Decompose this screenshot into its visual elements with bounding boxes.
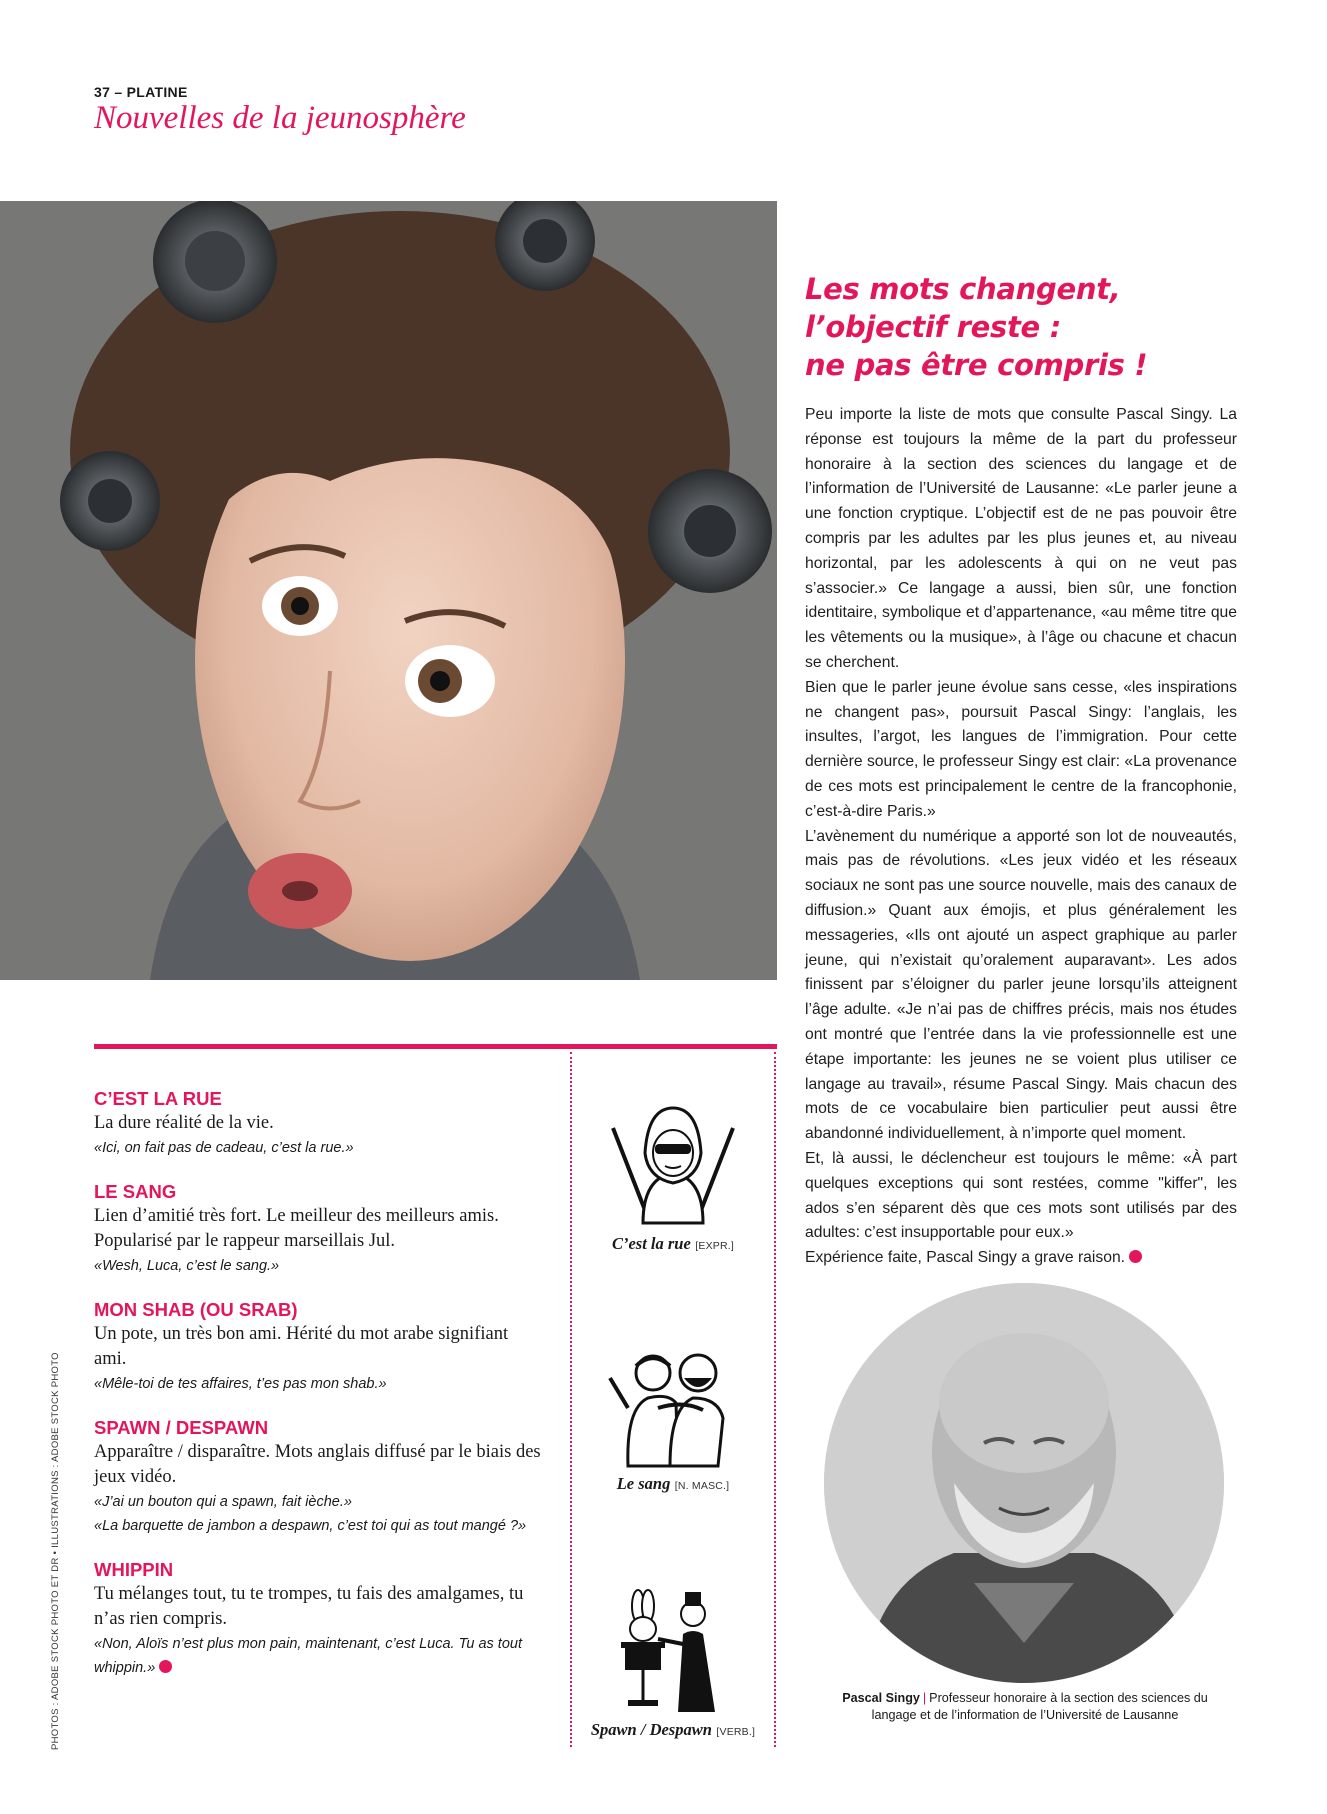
glossary-term: C’EST LA RUE <box>94 1088 222 1109</box>
glossary-example: «J’ai un bouton qui a spawn, fait ièche.» <box>94 1494 352 1510</box>
photo-credits: PHOTOS : ADOBE STOCK PHOTO ET DR • ILLUSTRATIONS : ADOBE STOCK PHOTO <box>50 1352 61 1750</box>
illustration-caption <box>578 1720 768 1740</box>
portrait-pascal-singy <box>824 1283 1224 1683</box>
caption-grammar: [VERB.] <box>716 1726 756 1738</box>
caption-grammar: [N. MASC.] <box>674 1480 730 1492</box>
article-paragraph: Et, là aussi, le déclencheur est toujours le même: «À part quelques exceptions qui sont restées, comme "kiffer", les ados s’en séparent dès que ces mots sont utilisés par des adultes: c’est insupportable pour eux.» <box>805 1149 1237 1242</box>
caption-word: C’est la rue <box>611 1234 691 1253</box>
article-paragraph: L’avènement du numérique a apporté son lot de nouveautés, mais pas de révolutions. «Les jeux vidéo et les réseaux sociaux ne sont pas une source nouvelle, mais des canaux de diffusion.» Quant aux émojis, et plus généralement les messageries, «Ils ont ajouté un aspect graphique au parler jeune, qui n’existait qu’oralement auparavant». Les ados finissent par s’éloigner du parler jeune lorsqu’ils atteignent l’âge adulte. «Je n’ai pas de chiffres précis, mais nos études ont montré que l’entrée dans la vie professionnelle est une étape importante: les jeunes ne se voient plus utiliser ce langage au travail», résume Pascal Singy. Mais chacun des mots de ce vocabulaire bien particulier peut aussi être abandonné individuellement, à n’importe quel moment. <box>805 827 1237 1143</box>
glossary-term: SPAWN / DESPAWN <box>94 1417 269 1438</box>
glossary-definition: Apparaître / disparaître. Mots anglais diffusé par le biais des jeux vidéo. <box>94 1442 541 1487</box>
page-number-kicker: 37 – PLATINE <box>94 84 188 100</box>
end-mark-dot-icon <box>1129 1250 1142 1263</box>
glossary-term: WHIPPIN <box>94 1559 174 1580</box>
article-paragraph: Bien que le parler jeune évolue sans cesse, «les inspirations ne changent pas», poursuit Pascal Singy: l’anglais, les insultes, l’argot, les langues de l’immigration. Pour cette dernière source, le professeur Singy est clair: «La provenance de ces mots est principalement le centre de la francophonie, c’est-à-dire Paris.» <box>805 678 1237 820</box>
glossary-divider-left <box>570 1052 572 1747</box>
headline-line: ne pas être compris ! <box>805 348 1148 382</box>
illustration-caption <box>578 1234 768 1254</box>
two-friends-icon <box>598 1338 748 1468</box>
glossary-example: «La barquette de jambon a despawn, c’est toi qui as tout mangé ?» <box>94 1518 527 1534</box>
article-paragraph: Expérience faite, Pascal Singy a grave raison. <box>805 1249 1126 1267</box>
glossary-entry <box>94 1180 544 1278</box>
hooded-ninja-icon <box>603 1098 743 1228</box>
article-paragraph: Peu importe la liste de mots que consulte Pascal Singy. La réponse est toujours la même de la part du professeur honoraire à la section des sciences du langage et de l’information de l’Université de Lausanne: «Le parler jeune a une fonction cryptique. L’objectif est de ne pas pouvoir être compris par les adultes par les plus jeunes et, au niveau horizontal, par les adolescents à qui on ne veut pas s’associer.» Ce langage a aussi, bien sûr, une fonction identitaire, symbolique et d’appartenance, «au même titre que les vêtements ou la musique», à l’âge ou chacune et chacun se cherchent. <box>805 406 1237 671</box>
glossary-example: «Ici, on fait pas de cadeau, c’est la rue.» <box>94 1140 354 1156</box>
end-mark-dot-icon <box>159 1660 172 1673</box>
hero-photo-woman-curlers <box>0 201 777 980</box>
portrait-role: Professeur honoraire à la section des sciences du langage et de l’information de l’Université de Lausanne <box>871 1691 1208 1722</box>
glossary-definition: La dure réalité de la vie. <box>94 1113 274 1133</box>
page-header <box>94 84 466 135</box>
headline-line: Les mots changent, <box>805 272 1121 306</box>
glossary-example: «Mêle-toi de tes affaires, t’es pas mon shab.» <box>94 1376 387 1392</box>
article-body <box>805 403 1237 1271</box>
illustration-caption <box>578 1474 768 1494</box>
article-closing <box>805 1246 1237 1271</box>
glossary-example: «Wesh, Luca, c’est le sang.» <box>94 1258 280 1274</box>
magician-rabbit-icon <box>603 1584 743 1714</box>
caption-word: Spawn / Despawn <box>590 1720 712 1739</box>
glossary-entry <box>94 1087 544 1160</box>
caption-grammar: [EXPR.] <box>695 1240 735 1252</box>
section-title: Nouvelles de la jeunosphère <box>94 100 466 136</box>
illustration-le-sang <box>578 1338 768 1494</box>
portrait-caption <box>820 1690 1230 1724</box>
caption-separator: | <box>922 1691 927 1705</box>
portrait-photo <box>824 1283 1224 1683</box>
glossary-entry <box>94 1416 544 1538</box>
glossary-definition: Tu mélanges tout, tu te trompes, tu fais des amalgames, tu n’as rien compris. <box>94 1584 524 1629</box>
headline-line: l’objectif reste : <box>805 310 1062 344</box>
glossary-entry <box>94 1558 544 1680</box>
glossary-example: «Non, Aloïs n’est plus mon pain, maintenant, c’est Luca. Tu as tout whippin.» <box>94 1636 522 1676</box>
illustration-spawn-despawn <box>578 1584 768 1740</box>
article-headline <box>805 270 1237 384</box>
glossary-term: LE SANG <box>94 1181 177 1202</box>
glossary-definition: Lien d’amitié très fort. Le meilleur des meilleurs amis. Popularisé par le rappeur marseillais Jul. <box>94 1206 499 1251</box>
glossary-example-with-end-mark <box>94 1632 544 1680</box>
glossary-entry <box>94 1298 544 1396</box>
portrait-name: Pascal Singy <box>842 1691 920 1705</box>
glossary-top-rule <box>94 1044 777 1049</box>
caption-word: Le sang <box>616 1474 671 1493</box>
glossary-term: MON SHAB (OU SRAB) <box>94 1299 298 1320</box>
glossary <box>94 1087 544 1700</box>
glossary-divider-right <box>774 1052 776 1747</box>
main-article <box>805 270 1237 1271</box>
illustration-cest-la-rue <box>578 1098 768 1254</box>
glossary-definition: Un pote, un très bon ami. Hérité du mot arabe signifiant ami. <box>94 1324 509 1369</box>
